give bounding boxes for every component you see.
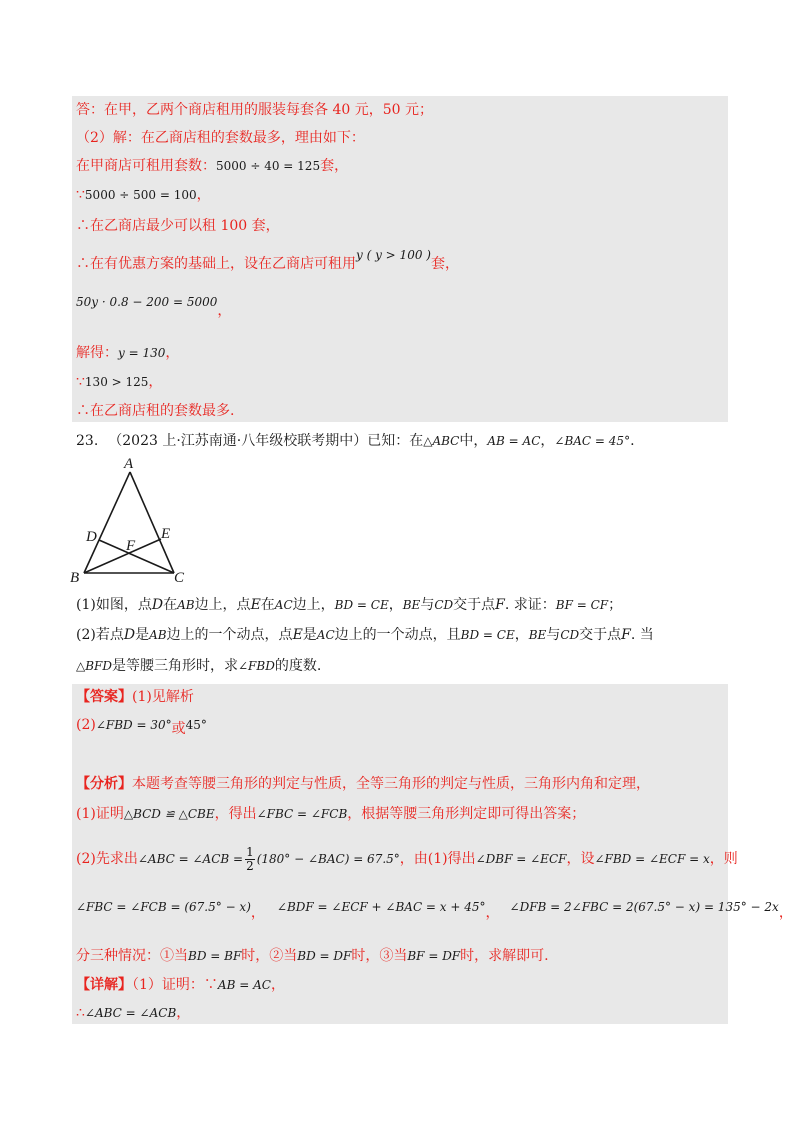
conclusion-line: ∴在乙商店租的套数最多. bbox=[76, 403, 235, 419]
analysis-line-2: (2)先求出∠ABC = ∠ACB = $\frac{1}{2}$ (180° − ∠BAC) = 67.5°，由(1)得出∠DBF = ∠ECF，设∠FBD = ∠ECF = x，则 bbox=[76, 844, 738, 873]
solve-line: 解得：y = 130， bbox=[76, 345, 180, 361]
question-2: (2)若点D是AB边上的一个动点，点E是AC边上的一个动点，且BD = CE，BE与CD交于点F. 当 bbox=[76, 627, 654, 643]
jia-sets-line: 在甲商店可租用套数：5000 ÷ 40 = 125套， bbox=[76, 158, 349, 174]
since-line-1: ∵5000 ÷ 500 = 100， bbox=[76, 187, 211, 203]
label-F: F bbox=[126, 538, 136, 554]
equation-line: 50y · 0.8 − 200 = 5000， bbox=[76, 295, 232, 319]
question-2-cont: △BFD是等腰三角形时，求∠FBD的度数. bbox=[76, 658, 322, 674]
analysis-line-3: ∠FBC = ∠FCB = (67.5° − x)， ∠BDF = ∠ECF + ∠BAC = x + 45°， ∠DFB = 2∠FBC = 2(67.5° − x) = 135° − 2x， bbox=[76, 900, 793, 921]
detail-line-2: ∴∠ABC = ∠ACB， bbox=[76, 1005, 191, 1021]
answer-line: 答：在甲，乙两个商店租用的服装每套各 40 元，50 元； bbox=[76, 102, 433, 118]
label-A: A bbox=[124, 456, 134, 472]
question-1: (1)如图，点D在AB边上，点E在AC边上，BD = CE，BE与CD交于点F. 求证：BF = CF； bbox=[76, 597, 623, 613]
label-D: D bbox=[86, 529, 97, 545]
analysis-line-1: (1)证明△BCD ≌ △CBE，得出∠FBC = ∠FCB，根据等腰三角形判定即可得出答案； bbox=[76, 806, 586, 822]
answer-23-line-1: 【答案】(1)见解析 bbox=[76, 689, 194, 705]
problem-23-stem: 23. （2023 上·江苏南通·八年级校联考期中）已知：在△ABC中，AB = AC，∠BAC = 45°. bbox=[76, 433, 635, 449]
detail-line-1: 【详解】（1）证明：∵AB = AC， bbox=[76, 977, 285, 993]
analysis-intro: 【分析】本题考查等腰三角形的判定与性质，全等三角形的判定与性质，三角形内角和定理， bbox=[76, 776, 650, 792]
since-line-2: ∵130 > 125， bbox=[76, 374, 163, 390]
answer-23-line-2: (2)∠FBD = 30°或45° bbox=[76, 717, 207, 737]
setup-line: ∴在有优惠方案的基础上，设在乙商店可租用y ( y > 100 )套， bbox=[76, 248, 459, 272]
analysis-line-4: 分三种情况：①当BD = BF时，②当BD = DF时，③当BF = DF时，求解即可. bbox=[76, 948, 549, 964]
therefore-line-1: ∴在乙商店最少可以租 100 套， bbox=[76, 218, 280, 234]
label-B: B bbox=[70, 570, 80, 586]
part2-title: （2）解：在乙商店租的套数最多，理由如下： bbox=[76, 130, 365, 146]
fraction-one-half: $\frac{1}{2}$ bbox=[246, 844, 254, 873]
label-C: C bbox=[174, 570, 185, 586]
label-E: E bbox=[161, 526, 171, 542]
triangle-figure bbox=[64, 456, 204, 586]
